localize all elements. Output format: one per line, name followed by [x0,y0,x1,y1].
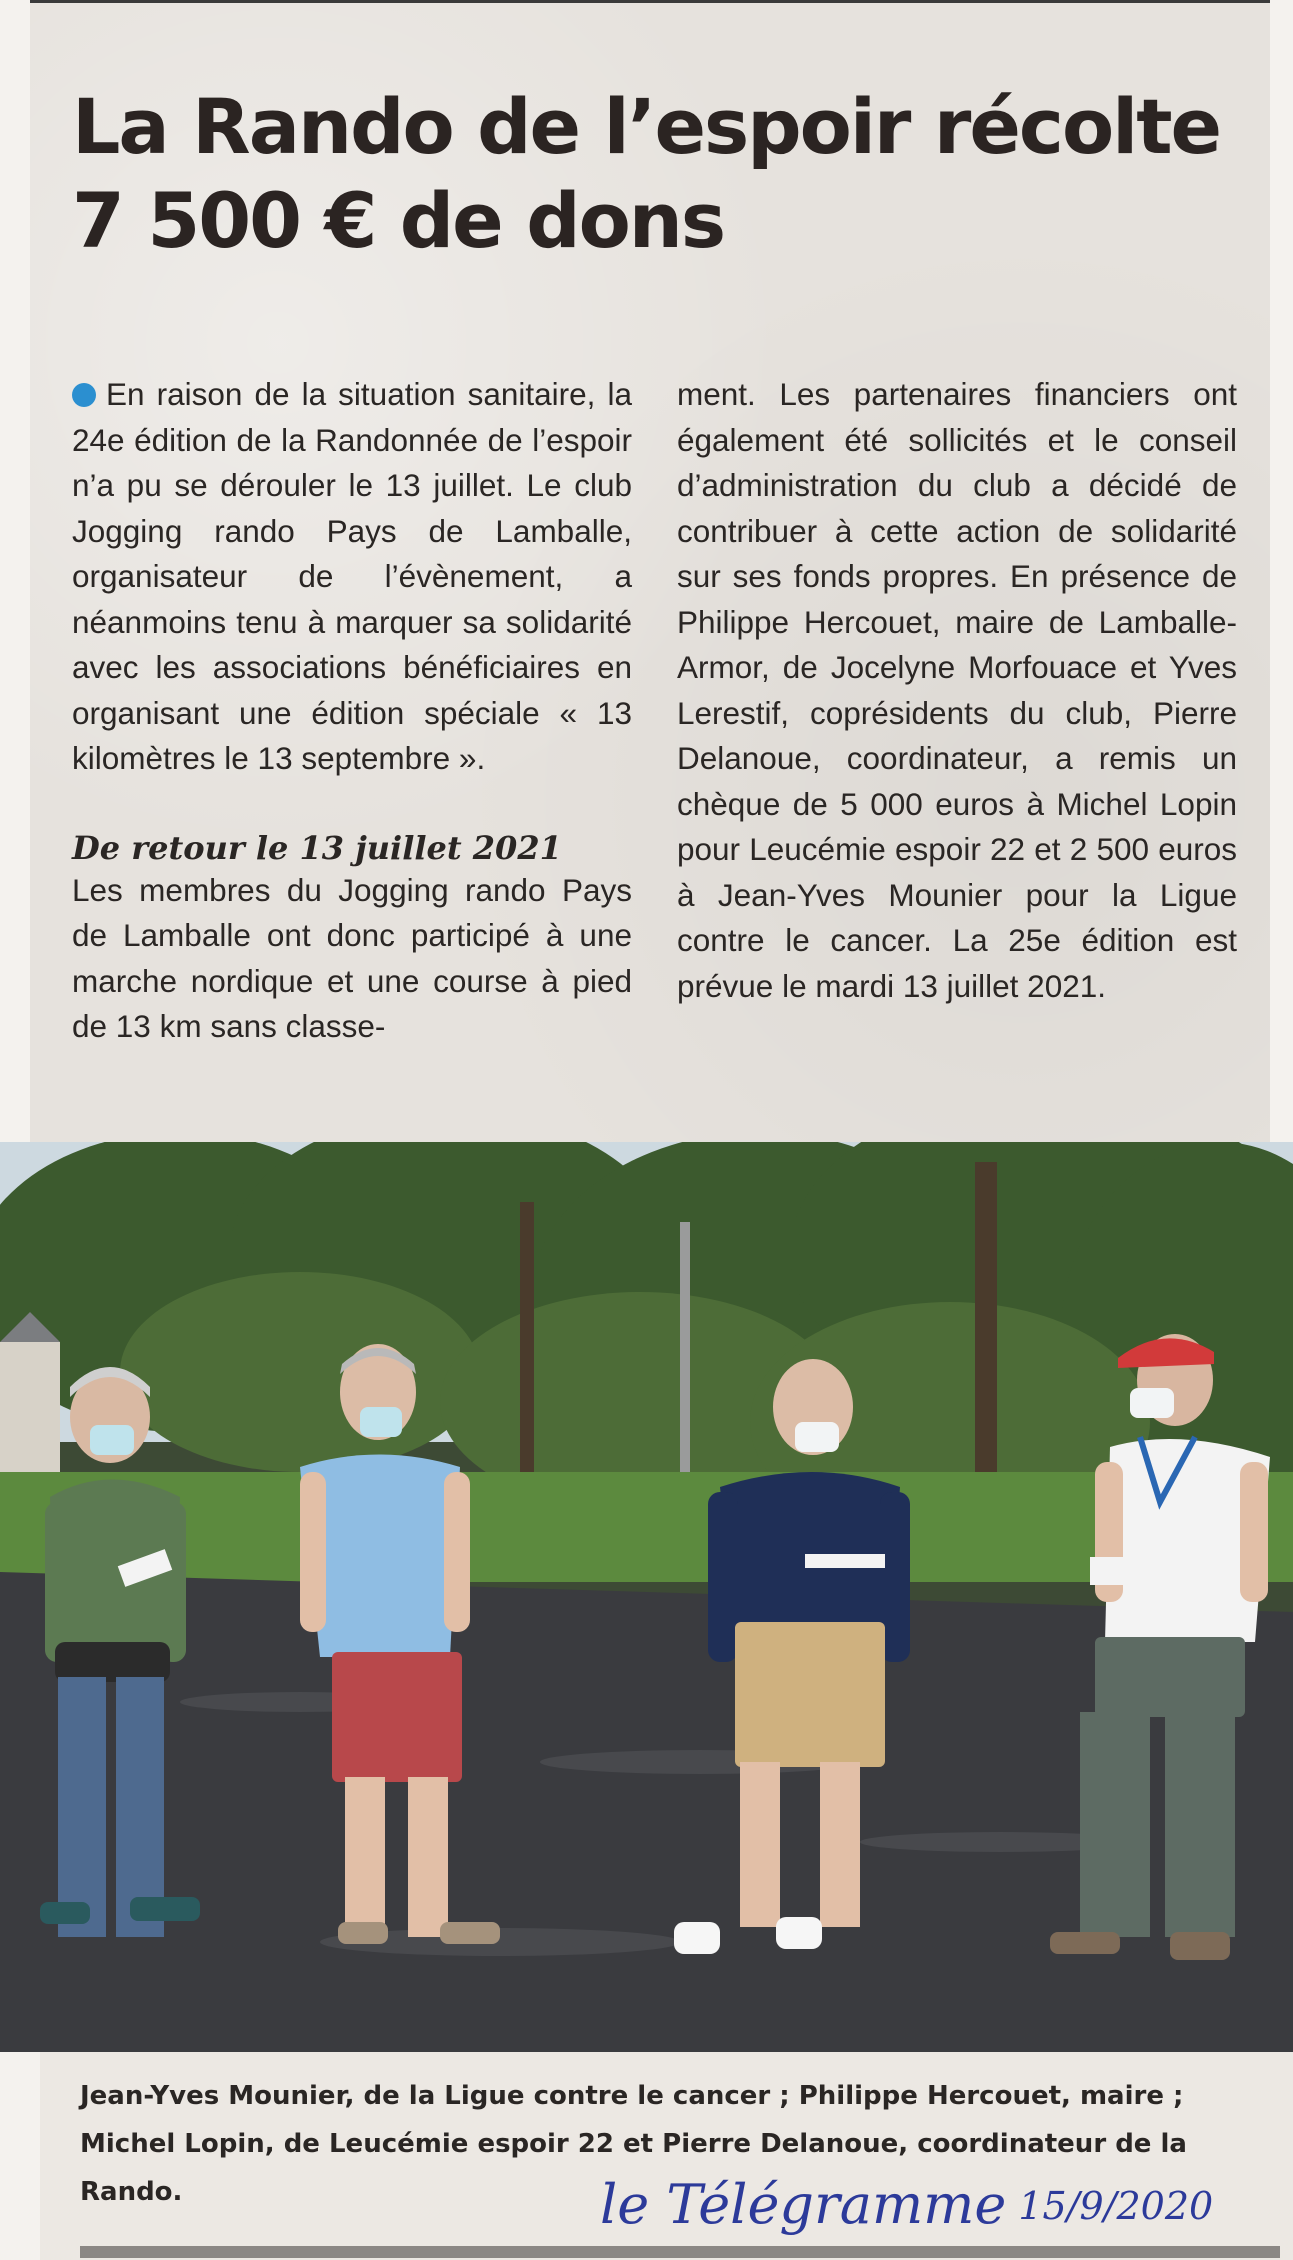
bottom-border [80,2246,1280,2258]
newspaper-clipping [30,0,1270,1142]
handwritten-source: le Télégramme [600,2173,1007,2236]
article-photo [0,1142,1293,2052]
article-paragraph: ment. Les partenaires financiers ont également été sollicités et le conseil d’administration du club a décidé de contribuer à cette action de solidarité sur ses fonds propres. En présence de Philippe Hercouet, maire de Lamballe-Armor, de Jocelyne Morfouace et Yves Lerestif, coprésidents du club, Pierre Delanoue, coordinateur, a remis un chèque de 5 000 euros à Michel Lopin pour Leucémie espoir 22 et 2 500 euros à Jean-Yves Mounier pour la Ligue contre le cancer. La 25e édition est prévue le mardi 13 juillet 2021. [677,376,1237,1004]
article-paragraph [72,372,632,782]
paragraph-text: En raison de la situation sanitaire, la 24e édition de la Randonnée de l’espoir n’a pu se dérouler le 13 juillet. Le club Jogging rando Pays de Lamballe, organisateur de l’évènement, a néanmoins tenu à marquer sa solidarité avec les associations bénéficiaires en organisant une édition spéciale « 13 kilomètres le 13 septembre ». [72,376,632,776]
article-column-right [677,372,1237,1112]
handwritten-annotation [600,2170,1290,2240]
handwritten-date: 15/9/2020 [1018,2184,1214,2228]
article-headline: La Rando de l’espoir récolte 7 500 € de dons [72,82,1221,265]
article-paragraph: Les membres du Jogging rando Pays de Lamballe ont donc participé à une marche nordique et une course à pied de 13 km sans classe- [72,871,632,1044]
article-subheading: De retour le 13 juillet 2021 [72,828,562,867]
photo-caption: Jean-Yves Mounier, de la Ligue contre le cancer ; Philippe Hercouet, maire ; Michel Lopin, de Leucémie espoir 22 et Pierre Delanoue, coordinateur de la Rando. [80,2081,1187,2207]
article-column-left [72,372,632,1112]
article-body [72,372,1237,1112]
bullet-dot-icon [72,383,96,407]
